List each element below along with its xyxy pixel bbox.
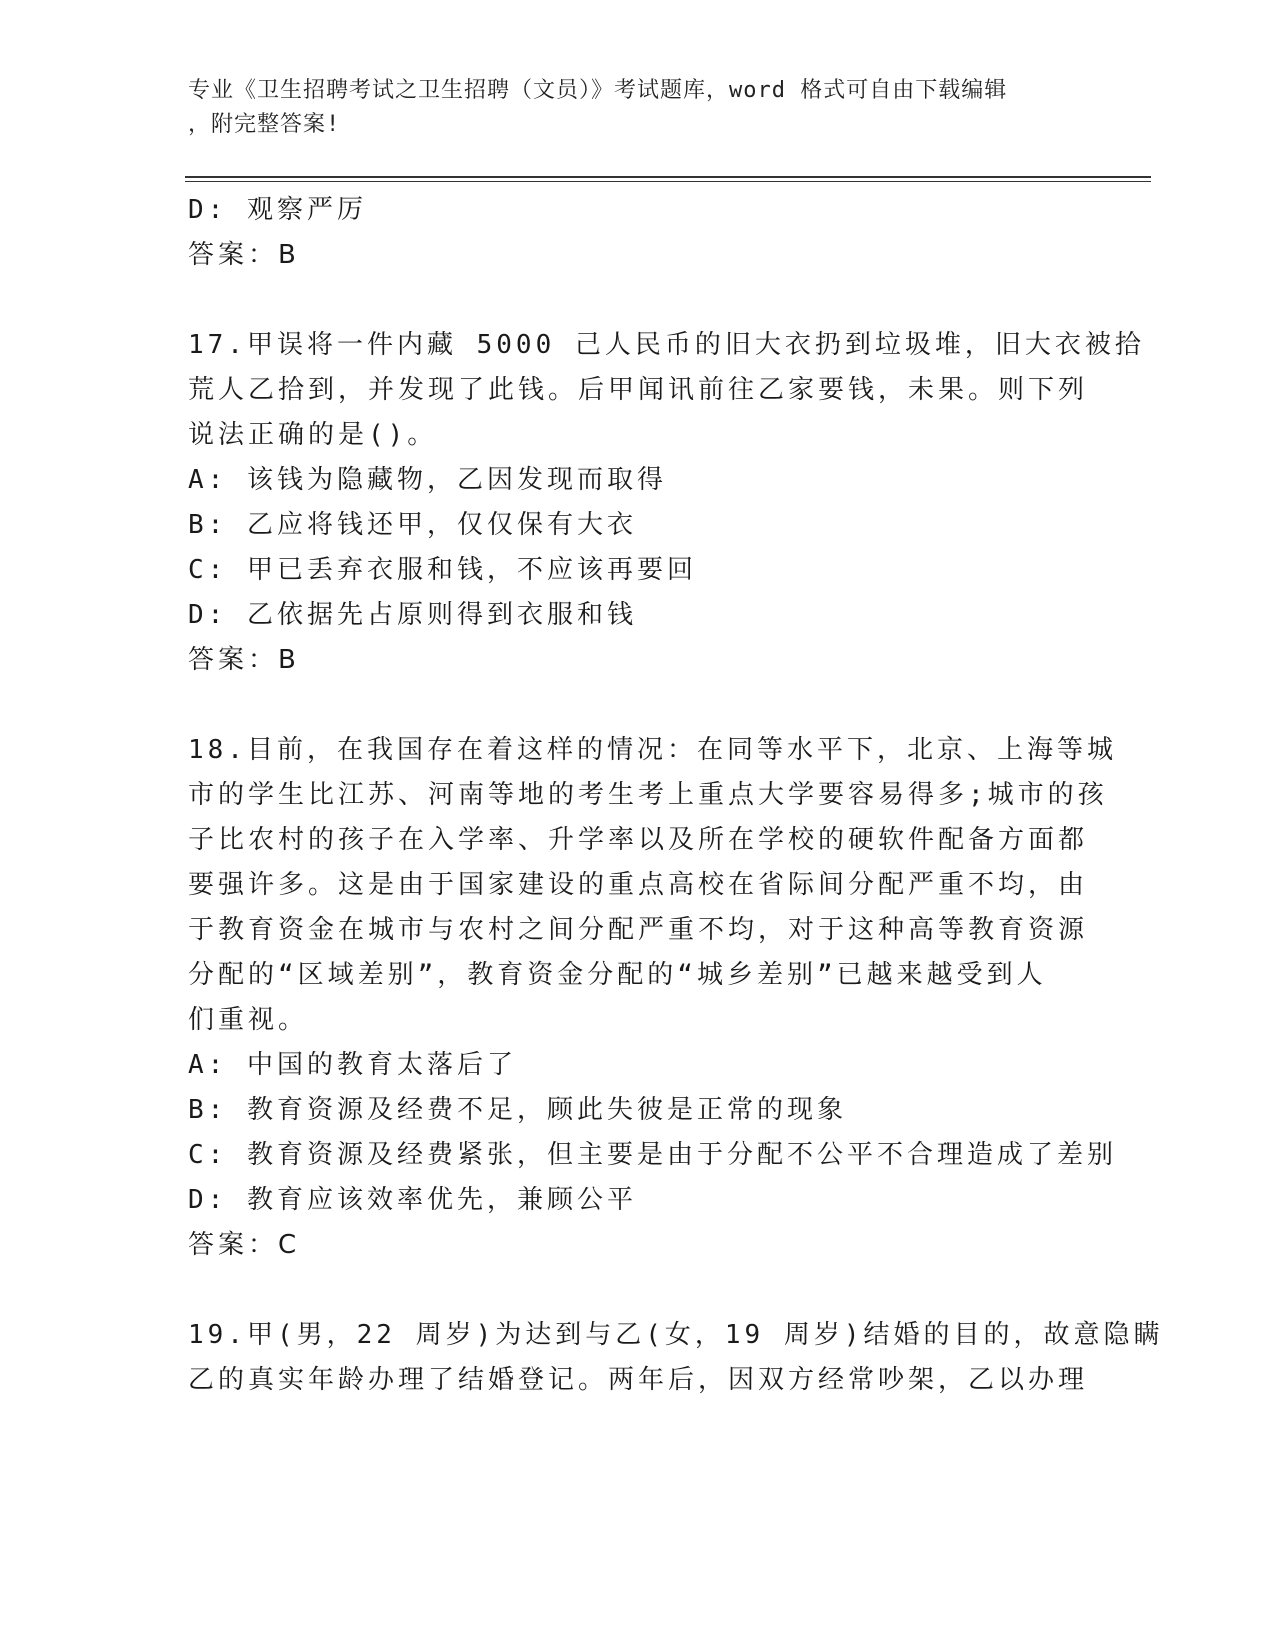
question-stem-line: 于教育资金在城市与农村之间分配严重不均，对于这种高等教育资源 [188, 915, 1089, 945]
option-b: B: 乙应将钱还甲，仅仅保有大衣 [188, 510, 637, 540]
question-stem-line: 18.目前，在我国存在着这样的情况：在同等水平下，北京、上海等城 [188, 735, 1117, 765]
answer-line: 答案：B [188, 645, 300, 675]
answer-line: 答案：B [188, 240, 300, 270]
header-title-line-1: 专业《卫生招聘考试之卫生招聘（文员）》考试题库，word 格式可自由下载编辑 [188, 78, 1008, 103]
spacer [188, 278, 1068, 323]
spacer [188, 683, 1068, 728]
option-d: D: 乙依据先占原则得到衣服和钱 [188, 600, 637, 630]
option-a: A: 该钱为隐藏物，乙因发现而取得 [188, 465, 667, 495]
question-stem-line: 们重视。 [188, 1005, 309, 1035]
document-body [188, 188, 1164, 1403]
option-d: D: 教育应该效率优先，兼顾公平 [188, 1185, 637, 1215]
option-c: C: 教育资源及经费紧张，但主要是由于分配不公平不合理造成了差别 [188, 1140, 1117, 1170]
question-18 [188, 728, 1117, 1268]
question-stem-line: 市的学生比江苏、河南等地的考生考上重点大学要容易得多;城市的孩 [188, 780, 1108, 810]
question-16-tail [188, 188, 1068, 278]
spacer [188, 1268, 1068, 1313]
question-stem-line: 17.甲误将一件内藏 5000 己人民币的旧大衣扔到垃圾堆，旧大衣被拾 [188, 330, 1145, 360]
option-d: D: 观察严厉 [188, 195, 367, 225]
option-c: C: 甲已丢弃衣服和钱，不应该再要回 [188, 555, 697, 585]
question-stem-line: 子比农村的孩子在入学率、升学率以及所在学校的硬软件配备方面都 [188, 825, 1089, 855]
question-stem-line: 荒人乙拾到，并发现了此钱。后甲闻讯前往乙家要钱，未果。则下列 [188, 375, 1089, 405]
question-17 [188, 323, 1145, 683]
option-b: B: 教育资源及经费不足，顾此失彼是正常的现象 [188, 1095, 847, 1125]
header-title-line-2: ，附完整答案! [188, 112, 341, 137]
question-stem-line: 19.甲(男，22 周岁)为达到与乙(女，19 周岁)结婚的目的，故意隐瞒 [188, 1320, 1164, 1350]
header-divider [185, 176, 1151, 182]
question-stem-line: 分配的“区域差别”，教育资金分配的“城乡差别”已越来越受到人 [188, 960, 1047, 990]
question-stem-line: 要强许多。这是由于国家建设的重点高校在省际间分配严重不均，由 [188, 870, 1089, 900]
document-header [188, 74, 1068, 142]
option-a: A: 中国的教育太落后了 [188, 1050, 517, 1080]
question-19 [188, 1313, 1164, 1403]
question-stem-line: 说法正确的是()。 [188, 420, 438, 450]
question-stem-line: 乙的真实年龄办理了结婚登记。两年后，因双方经常吵架，乙以办理 [188, 1365, 1089, 1395]
answer-line: 答案：C [188, 1230, 301, 1260]
